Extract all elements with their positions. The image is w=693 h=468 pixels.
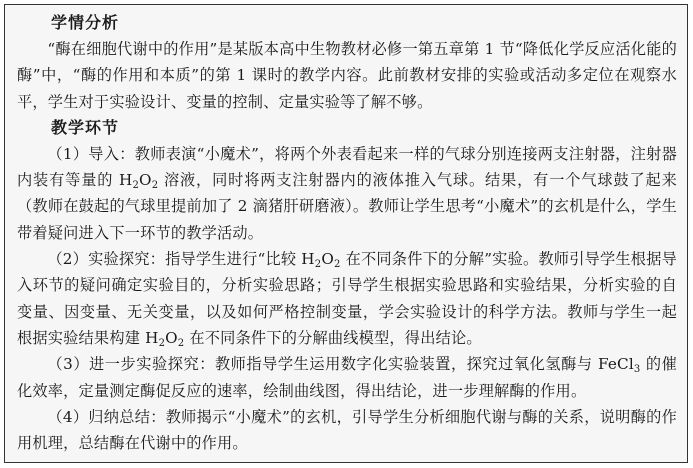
step2-text-d: O: [165, 328, 178, 347]
step2-subscript-4: 2: [177, 337, 185, 349]
step3-text-b: 的催化效率，定量测定酶促反应的速率，绘制曲线图，得出结论，进一步理解酶的作用。: [17, 355, 677, 400]
step2-text-e: 在不同条件下的分解曲线模型，得出结论。: [184, 328, 482, 347]
paragraph-step-2: [17, 246, 677, 351]
step1-text-c: 溶液，同时将两支注射器内的液体推入气球。结果，有一个气球鼓了起来（教师在鼓起的气球里提前加了 2 滴猪肝研磨液）。教师让学生思考“小魔术”的玄机是什么，学生带着疑问进入下一环节的教学活动。: [17, 171, 677, 242]
paragraph-step-3: [17, 351, 677, 404]
step2-subscript-3: 2: [158, 337, 166, 349]
step3-text-a: （3）进一步实验探究：教师指导学生运用数字化实验装置，探究过氧化氢酶与 FeCl: [47, 355, 634, 374]
step1-text-b: O: [139, 171, 152, 190]
step2-subscript-1: 2: [314, 259, 322, 271]
step1-subscript-1: 2: [132, 180, 140, 192]
step2-subscript-2: 2: [333, 259, 341, 271]
paragraph-step-4: （4）归纳总结：教师揭示“小魔术”的玄机，引导学生分析细胞代谢与酶的关系，说明酶的作用机理，总结酶在代谢中的作用。: [17, 407, 677, 453]
step1-subscript-2: 2: [151, 180, 159, 192]
step2-text-c: 在不同条件下的分解”实验。教师引导学生根据导入环节的疑问确定实验目的，分析实验思路；引导学生根据实验思路和实验结果，分析实验的自变量、因变量、无关变量，以及如何严格控制变量，学会实验设计的科学方法。教师与学生一起根据实验结果构建 H: [17, 250, 677, 347]
step2-text-b: O: [321, 250, 334, 269]
paragraph-step-1: [17, 141, 677, 246]
text-panel: [4, 4, 688, 463]
section-heading-learning-analysis: 学情分析: [51, 13, 120, 32]
step1-text-a: （1）导入：教师表演“小魔术”，将两个外表看起来一样的气球分别连接两支注射器，注射器内装有等量的 H: [17, 144, 677, 190]
step2-text-a: （2）实验探究：指导学生进行“比较 H: [47, 250, 315, 269]
section-heading-teaching-steps: 教学环节: [51, 117, 120, 137]
paragraph-analysis: “酶在细胞代谢中的作用”是某版本高中生物教材必修一第五章第 1 节“降低化学反应活化能的酶”中，“酶的作用和本质”的第 1 课时的教学内容。此前教材安排的实验或活动多定位在观察水平，学生对于实验设计、变量的控制、定量实验等了解不够。: [17, 40, 677, 111]
step3-subscript: 3: [633, 364, 641, 376]
